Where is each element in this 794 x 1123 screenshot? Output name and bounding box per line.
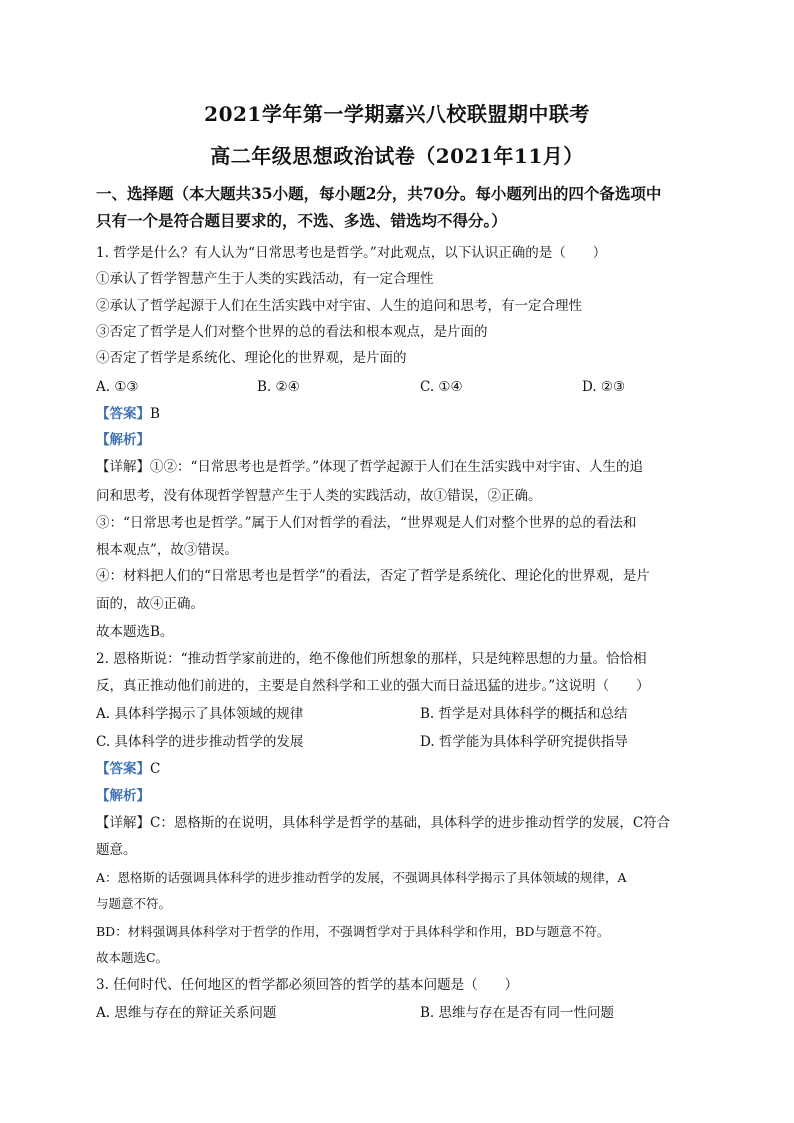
exam-title: 2021学年第一学期嘉兴八校联盟期中联考 — [204, 102, 590, 126]
q1-detail-line-4: 根本观点”，故③错误。 — [96, 542, 238, 558]
q2-answer-label: 【答案】 — [96, 761, 150, 777]
q1-detail-line-1 — [96, 457, 643, 477]
q2-option-c: C. 具体科学的进步推动哲学的发展 — [96, 734, 304, 750]
q1-answer-label: 【答案】 — [96, 406, 150, 422]
q3-option-b: B. 思维与存在是否有同一性问题 — [420, 1005, 615, 1021]
q2-detail-line-3: A：恩格斯的话强调具体科学的进步推动哲学的发展，不强调具体科学揭示了具体领域的规律，A — [96, 870, 627, 885]
q1-conclusion: 故本题选B。 — [96, 624, 174, 640]
q2-answer-value: C — [150, 761, 161, 777]
q2-answer — [96, 759, 160, 779]
q1-detail-label: 【详解】 — [96, 459, 150, 475]
q1-detail-line-5: ④：材料把人们的“日常思考也是哲学”的看法，否定了哲学是系统化、理论化的世界观，是片 — [96, 568, 650, 584]
q2-option-d: D. 哲学能为具体科学研究提供指导 — [420, 734, 628, 750]
q2-option-a: A. 具体科学揭示了具体领域的规律 — [96, 706, 304, 722]
q2-detail-text-1: C：恩格斯的在说明，具体科学是哲学的基础，具体科学的进步推动哲学的发展，C符合 — [150, 815, 671, 831]
q1-option-b: B. ②④ — [257, 379, 300, 395]
q2-detail-line-4: 与题意不符。 — [96, 896, 172, 911]
q1-detail-line-3: ③：“日常思考也是哲学。”属于人们对哲学的看法，“世界观是人们对整个世界的总的看法和 — [96, 515, 637, 531]
q2-detail-line-1 — [96, 813, 670, 833]
q2-detail-line-5: BD：材料强调具体科学对于哲学的作用，不强调哲学对于具体科学和作用，BD与题意不符。 — [96, 924, 610, 939]
q1-item-1: ①承认了哲学智慧产生于人类的实践活动，有一定合理性 — [96, 271, 434, 287]
q1-analysis-label-text: 【解析】 — [96, 432, 150, 448]
section-heading-line1: 一、选择题（本大题共35小题，每小题2分，共70分。每小题列出的四个备选项中 — [96, 184, 662, 203]
q2-stem-line2: 反，真正推动他们前进的，主要是自然科学和工业的强大而日益迅猛的进步。”这说明（ ） — [96, 678, 650, 694]
q2-detail-label: 【详解】 — [96, 815, 150, 831]
q1-item-4: ④否定了哲学是系统化、理论化的世界观，是片面的 — [96, 350, 407, 366]
q1-detail-line-2: 问和思考，没有体现哲学智慧产生于人类的实践活动，故①错误，②正确。 — [96, 488, 542, 504]
q2-option-b: B. 哲学是对具体科学的概括和总结 — [420, 706, 628, 722]
q3-option-a: A. 思维与存在的辩证关系问题 — [96, 1005, 277, 1021]
exam-subtitle: 高二年级思想政治试卷（2021年11月） — [210, 144, 584, 168]
q2-analysis-label — [96, 786, 150, 806]
q1-analysis-label — [96, 430, 150, 450]
q3-stem: 3. 任何时代、任何地区的哲学都必须回答的哲学的基本问题是（ ） — [96, 977, 519, 993]
q2-analysis-label-text: 【解析】 — [96, 788, 150, 804]
q2-stem-line1: 2. 恩格斯说：“推动哲学家前进的，绝不像他们所想象的那样，只是纯粹思想的力量。恰恰相 — [96, 651, 647, 667]
q2-conclusion: 故本题选C。 — [96, 950, 169, 965]
q2-detail-line-2: 题意。 — [96, 842, 137, 858]
q1-item-3: ③否定了哲学是人们对整个世界的总的看法和根本观点，是片面的 — [96, 324, 488, 340]
section-heading-line2: 只有一个是符合题目要求的，不选、多选、错选均不得分。） — [96, 211, 507, 230]
q1-answer — [96, 404, 160, 424]
q1-option-c: C. ①④ — [420, 379, 463, 395]
q1-detail-line-6: 面的，故④正确。 — [96, 596, 204, 612]
q1-option-d: D. ②③ — [582, 379, 626, 395]
q1-detail-text-1: ①②：“日常思考也是哲学。”体现了哲学起源于人们在生活实践中对宇宙、人生的追 — [150, 459, 644, 475]
q1-answer-value: B — [150, 406, 160, 422]
q1-option-a: A. ①③ — [96, 379, 139, 395]
q1-stem: 1. 哲学是什么？有人认为“日常思考也是哲学。”对此观点，以下认识正确的是（ ） — [96, 245, 607, 261]
q1-item-2: ②承认了哲学起源于人们在生活实践中对宇宙、人生的追问和思考，有一定合理性 — [96, 298, 582, 314]
